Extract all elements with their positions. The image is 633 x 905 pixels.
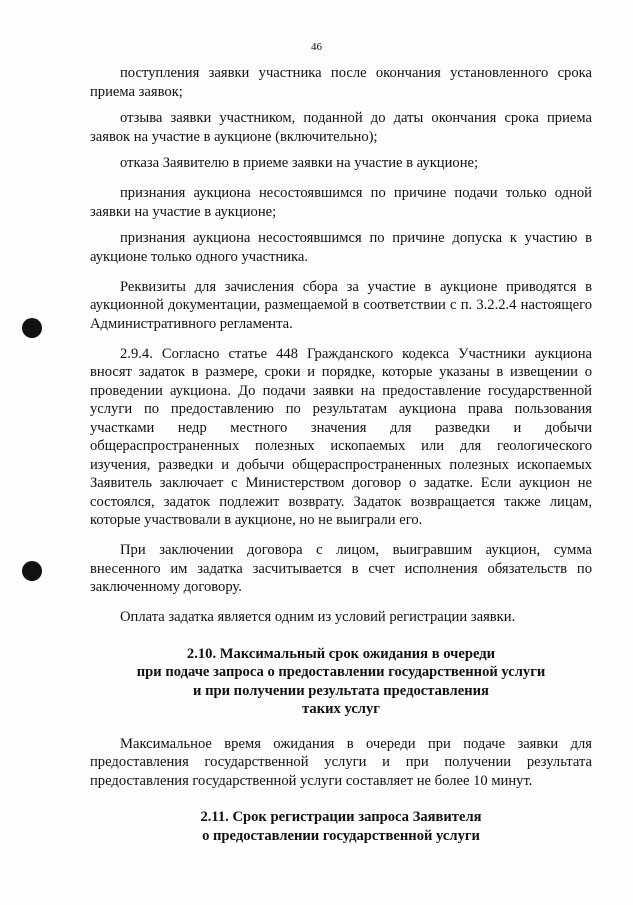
document-body [90, 64, 592, 861]
section-heading-2-11 [90, 808, 592, 845]
heading-line: 2.11. Срок регистрации запроса Заявителя [200, 809, 482, 825]
paragraph: отказа Заявителю в приеме заявки на участие в аукционе; [120, 155, 479, 171]
heading-line: 2.10. Максимальный срок ожидания в очереди [186, 645, 496, 662]
paragraph: При заключении договора с лицом, выигравшим аукцион, сумма внесенного им задатка засчитывается в счет исполнения обязательств по заключенному договору. [90, 542, 592, 595]
heading-line: о предоставлении государственной услуги [202, 827, 480, 844]
heading-line: и при получении результата предоставления [193, 682, 489, 699]
paragraph: отзыва заявки участником, поданной до даты окончания срока приема заявок на участие в аукционе (включительно); [90, 110, 592, 145]
heading-line: таких услуг [302, 701, 380, 717]
paragraph: признания аукциона несостоявшимся по причине допуска к участию в аукционе только одного участника. [90, 230, 592, 265]
paragraph: Максимальное время ожидания в очереди при подаче заявки для предоставления государственной услуги и при получении результата предоставления государственной услуги составляет не более 10 минут. [90, 735, 592, 789]
paragraph: Реквизиты для зачисления сбора за участие в аукционе приводятся в аукционной документации, размещаемой в соответствии с п. 3.2.2.4 настоящего Административного регламента. [90, 278, 592, 332]
punch-hole [22, 318, 42, 338]
paragraph: Оплата задатка является одним из условий регистрации заявки. [120, 609, 516, 625]
paragraph: поступления заявки участника после окончания установленного срока приема заявок; [90, 65, 592, 100]
section-heading-2-10 [90, 645, 592, 719]
paragraph: признания аукциона несостоявшимся по причине подачи только одной заявки на участие в аукционе; [90, 185, 592, 220]
page-number: 46 [311, 41, 322, 53]
paragraph: 2.9.4. Согласно статье 448 Гражданского кодекса Участники аукциона вносят задаток в размере, сроки и порядке, которые указаны в извещении о проведении аукциона. До подачи заявки на предоставление государственной услуги по предоставлению по результатам аукциона права пользования участками недр местного значения для разведки и добычи общераспространенных полезных ископаемых или для геологического изучения, разведки и добычи общераспространенных полезных ископаемых Заявитель заключает с Министерством договор о задатке. Если аукцион не состоялся, задаток подлежит возврату. Задаток возвращается также лицам, которые участвовали в аукционе, но не выиграли его. [90, 345, 592, 528]
punch-hole [22, 561, 42, 581]
heading-line: при подаче запроса о предоставлении государственной услуги [136, 664, 546, 680]
